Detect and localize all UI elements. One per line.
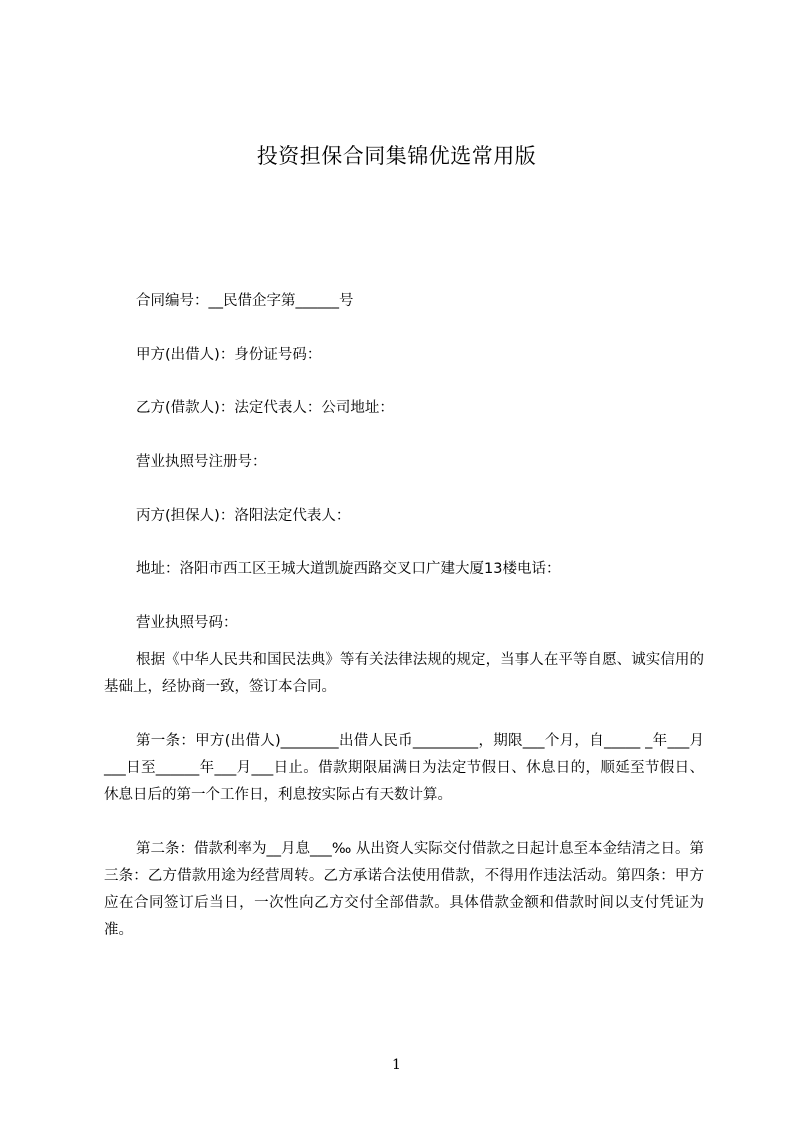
address-line: 地址：洛阳市西工区王城大道凯旋西路交叉口广建大厦13楼电话： — [136, 561, 561, 577]
business-license-number-line: 营业执照号码： — [136, 615, 238, 631]
business-license-registration-line: 营业执照号注册号： — [136, 454, 267, 470]
page-number: 1 — [392, 1057, 401, 1073]
article-1-paragraph: 第一条：甲方(出借人)________出借人民币_________，期限___个月，自_____ _年___月___日至______年___月___日止。借款期限届满日为法定节假日、休息日的，顺延至节假日、休息日后的第一个工作日，利息按实际占有天数计算。 — [104, 733, 704, 803]
party-c-line: 丙方(担保人)：洛阳法定代表人： — [136, 508, 351, 524]
articles-2-4-paragraph: 第二条：借款利率为__月息___‰ 从出资人实际交付借款之日起计息至本金结清之日。第三条：乙方借款用途为经营周转。乙方承诺合法使用借款，不得用作违法活动。第四条：甲方应在合同签订后当日，一次性向乙方交付全部借款。具体借款金额和借款时间以支付凭证为准。 — [104, 841, 704, 938]
party-b-line: 乙方(借款人)：法定代表人：公司地址： — [136, 400, 394, 416]
preamble-paragraph: 根据《中华人民共和国民法典》等有关法律法规的规定，当事人在平等自愿、诚实信用的基础上，经协商一致，签订本合同。 — [104, 652, 704, 695]
party-a-line: 甲方(出借人)：身份证号码： — [136, 347, 322, 363]
contract-number-line: 合同编号：__民借企字第______号 — [136, 293, 354, 309]
page-title: 投资担保合同集锦优选常用版 — [256, 144, 537, 168]
